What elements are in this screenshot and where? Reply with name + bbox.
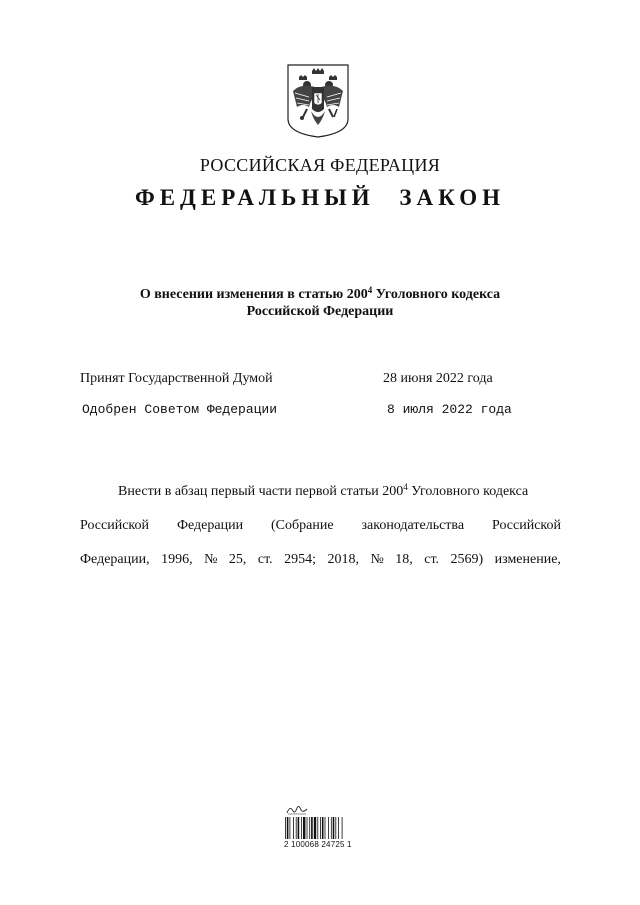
law-title bbox=[60, 286, 580, 320]
body-word: изменение, bbox=[494, 552, 561, 567]
barcode-bar bbox=[311, 817, 313, 839]
barcode-bar bbox=[293, 817, 294, 839]
barcode-number: 2 100068 24725 1 bbox=[284, 840, 352, 849]
body-word: ст. bbox=[424, 552, 440, 567]
body-word: № bbox=[204, 552, 218, 567]
barcode-bar bbox=[317, 817, 318, 839]
barcode-bar bbox=[333, 817, 335, 839]
body-superscript: 4 bbox=[403, 482, 408, 492]
law-title-line-2: Российской Федерации bbox=[246, 304, 394, 319]
body-word: Федерации bbox=[176, 518, 244, 533]
barcode-bar bbox=[325, 817, 326, 839]
barcode-bar bbox=[335, 817, 336, 839]
barcode-bar bbox=[287, 817, 289, 839]
barcode-bar bbox=[303, 817, 305, 839]
barcode-bar bbox=[328, 817, 329, 839]
body-word: 2018, bbox=[327, 552, 359, 567]
body-line-3 bbox=[80, 551, 561, 568]
body-line-1-post: Уголовного кодекса bbox=[407, 484, 529, 499]
barcode-bar bbox=[342, 817, 343, 839]
body-word: Российской bbox=[80, 518, 149, 533]
barcode-bar bbox=[307, 817, 308, 839]
body-line-1-text bbox=[118, 483, 528, 500]
document-type: ФЕДЕРАЛЬНЫЙ ЗАКОН bbox=[134, 185, 506, 210]
country-name: РОССИЙСКАЯ ФЕДЕРАЦИЯ bbox=[199, 155, 441, 175]
law-title-line-1 bbox=[60, 286, 580, 303]
body-word: 2569) bbox=[450, 552, 484, 567]
body-word: № bbox=[370, 552, 384, 567]
body-word: 25, bbox=[228, 552, 247, 567]
barcode-bar bbox=[298, 817, 300, 839]
barcode-bar bbox=[322, 817, 324, 839]
signature-icon bbox=[286, 803, 308, 815]
law-title-superscript: 4 bbox=[367, 285, 373, 295]
body-word: ст. bbox=[257, 552, 273, 567]
body-word: Российской bbox=[492, 518, 561, 533]
barcode-bar bbox=[331, 817, 332, 839]
barcode-bar bbox=[285, 817, 286, 839]
body-word: 2954; bbox=[284, 552, 316, 567]
body-word: Федерации, bbox=[80, 552, 150, 567]
approved-date: 8 июля 2022 года bbox=[387, 402, 512, 417]
barcode-bar bbox=[301, 817, 302, 839]
adopted-label: Принят Государственной Думой bbox=[80, 371, 273, 386]
barcode-bar bbox=[309, 817, 310, 839]
barcode-bar bbox=[290, 817, 291, 839]
body-word: законодательства bbox=[361, 518, 465, 533]
body-word: (Собрание bbox=[271, 518, 334, 533]
body-word: 18, bbox=[395, 552, 413, 567]
coat-of-arms-icon bbox=[285, 63, 351, 139]
barcode-bar bbox=[296, 817, 297, 839]
law-title-text-pre: О внесении изменения в статью 200 bbox=[139, 287, 368, 302]
barcode-bar bbox=[320, 817, 321, 839]
body-line-1 bbox=[118, 483, 561, 500]
approved-label: Одобрен Советом Федерации bbox=[82, 402, 278, 417]
body-line-2 bbox=[80, 517, 561, 534]
barcode-bar bbox=[314, 817, 316, 839]
body-word: 1996, bbox=[161, 552, 193, 567]
barcode-icon bbox=[284, 817, 364, 839]
barcode-bar bbox=[338, 817, 339, 839]
law-title-text-post: Уголовного кодекса bbox=[372, 287, 501, 302]
body-line-1-pre: Внести в абзац первый части первой статьи 200 bbox=[118, 484, 404, 499]
barcode-block bbox=[284, 803, 364, 853]
adopted-date: 28 июня 2022 года bbox=[383, 371, 493, 386]
